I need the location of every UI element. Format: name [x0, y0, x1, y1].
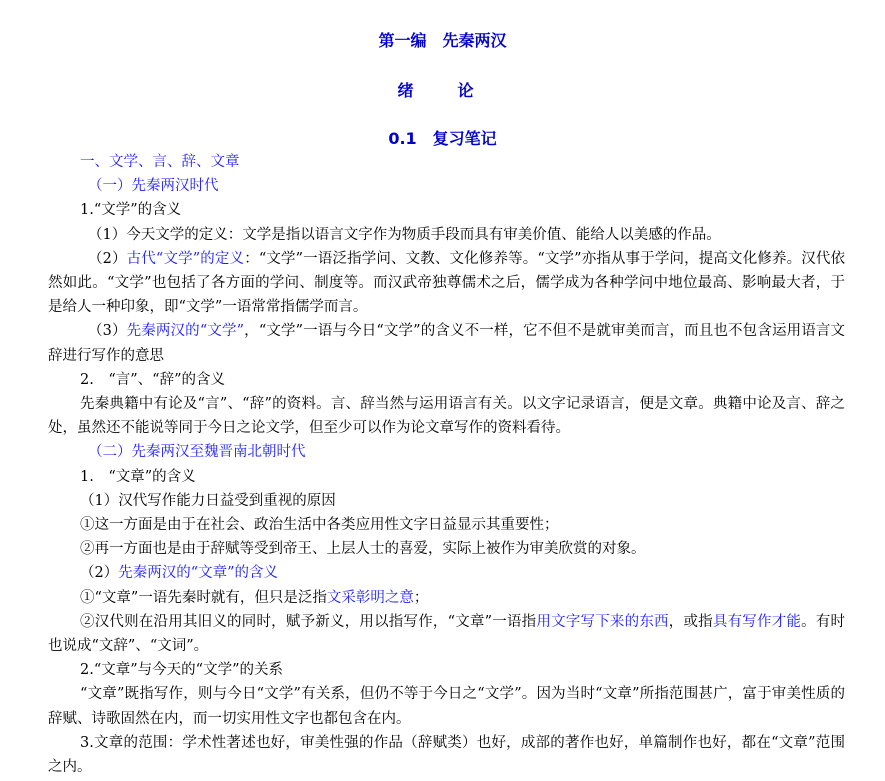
emphasis-text: 先秦两汉的“文章”的含义 — [118, 565, 279, 582]
section-title: 0.1 复习笔记 — [388, 129, 497, 148]
paragraph — [48, 319, 845, 367]
notes-body — [48, 150, 845, 779]
list-item — [48, 586, 845, 610]
subheading: 2. “言”、“辞”的含义 — [80, 371, 225, 388]
heading-level-2: （一）先秦两汉时代 — [88, 178, 219, 195]
text-span: ，或指 — [668, 613, 713, 630]
paragraph: “文章”既指写作，则与今日“文学”有关系，但仍不等于今日之“文学”。因为当时“文章”所指范围甚广，富于审美性质的辞赋、诗歌固然在内，而一切实用性文字也都包含在内。 — [48, 686, 845, 727]
emphasis-text: 具有写作才能 — [712, 613, 802, 630]
paragraph: 先秦典籍中有论及“言”、“辞”的资料。言、辞当然与运用语言有关。以文字记录语言，便是文章。典籍中论及言、辞之处，虽然还不能说等同于今日之论文学，但至少可以作为论文章写作的资料看待。 — [48, 396, 845, 437]
subheading: 1.“文学”的含义 — [80, 202, 182, 219]
list-item — [48, 610, 845, 658]
part-title: 第一编 先秦两汉 — [378, 31, 507, 50]
text-span: ①“文章”一语先秦时就有，但只是泛指 — [80, 589, 327, 606]
text-span: （3） — [88, 323, 127, 340]
emphasis-text: 古代“文学”的定义 — [126, 250, 245, 267]
heading-level-2: （二）先秦两汉至魏晋南北朝时代 — [88, 444, 306, 461]
chapter-title: 绪 论 — [397, 81, 488, 100]
text-span: （2） — [80, 565, 119, 582]
list-item: ②再一方面也是由于辞赋等受到帝王、上层人士的喜爱，实际上被作为审美欣赏的对象。 — [80, 541, 646, 558]
text-span: ，“文学”一语与今日“文学”的含义不一样，它不但不是就审美而言，而且也不包含运用语言文辞进行写作的意思 — [48, 323, 845, 364]
subheading: 1. “文章”的含义 — [80, 468, 196, 485]
text-span: （2） — [88, 250, 127, 267]
list-item: ①这一方面是由于在社会、政治生活中各类应用性文字日益显示其重要性； — [80, 517, 559, 534]
text-span: ②汉代则在沿用其旧义的同时，赋予新义，用以指写作，“文章”一语指 — [80, 613, 537, 630]
paragraph: （1）今天文学的定义：文学是指以语言文字作为物质手段而具有审美价值、能给人以美感的作品。 — [88, 226, 721, 243]
paragraph: 3.文章的范围：学术性著述也好，审美性强的作品（辞赋类）也好，成部的著作也好，单篇制作也好，都在“文章”范围之内。 — [48, 734, 845, 776]
paragraph — [48, 561, 845, 585]
subheading: 2.“文章”与今天的“文学”的关系 — [80, 662, 283, 679]
emphasis-text: 用文字写下来的东西 — [536, 613, 669, 630]
paragraph: （1）汉代写作能力日益受到重视的原因 — [80, 492, 336, 509]
text-span: 。有时也说成“文辞”、“文词”。 — [48, 613, 846, 655]
text-span: ：“文学”一语泛指学问、文教、文化修养等。“文学”亦指从事于学问，提高文化修养。汉代依然如此。“文学”也包括了各方面的学问、制度等。而汉武帝独尊儒术之后，儒学成为各种学问中地位最高、影响最大者，于是给人一种印象，即“文学”一语常常指儒学而言。 — [48, 250, 845, 316]
heading-level-1: 一、文学、言、辞、文章 — [80, 154, 240, 170]
text-span: ； — [413, 589, 429, 606]
emphasis-text: 文采彰明之意 — [326, 589, 414, 606]
emphasis-text: 先秦两汉的“文学” — [126, 323, 245, 340]
paragraph — [48, 247, 845, 320]
